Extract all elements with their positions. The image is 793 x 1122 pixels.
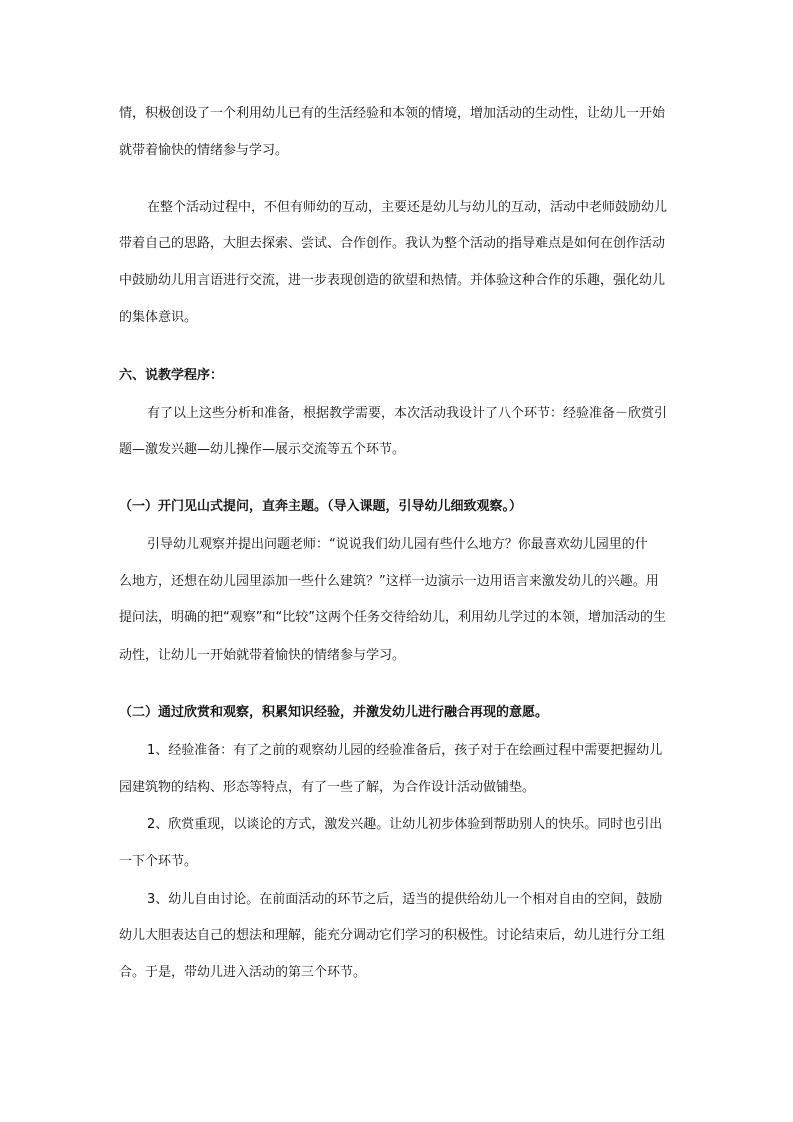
- body-text-line: 带着自己的思路，大胆去探索、尝试、合作创作。我认为整个活动的指导难点是如何在创作活动: [119, 236, 666, 251]
- body-text-line: 情，积极创设了一个利用幼儿已有的生活经验和本领的情境，增加活动的生动性，让幼儿一开始: [119, 106, 666, 121]
- paragraph-first-line: 引导幼儿观察并提出问题老师：“说说我们幼儿园有些什么地方？你最喜欢幼儿园里的什: [147, 537, 648, 552]
- paragraph-first-line: 有了以上这些分析和准备，根据教学需要，本次活动我设计了八个环节：经验准备－欣赏引: [147, 406, 668, 421]
- subsection-heading: （二）通过欣赏和观察，积累知识经验，并激发幼儿进行融合再现的意愿。: [119, 705, 549, 720]
- body-text-line: 园建筑物的结构、形态等特点，有了一些了解，为合作设计活动做铺垫。: [119, 780, 536, 795]
- body-text-line: 幼儿大胆表达自己的想法和理解，能充分调动它们学习的积极性。讨论结束后，幼儿进行分工组: [119, 928, 666, 943]
- paragraph-first-line: 1、经验准备：有了之前的观察幼儿园的经验准备后，孩子对于在绘画过程中需要把握幼儿: [147, 743, 663, 758]
- body-text-line: 的集体意识。: [119, 310, 198, 325]
- body-text-line: 提问法，明确的把“观察”和“比较”这两个任务交待给幼儿，利用幼儿学过的本领，增加活动的生: [119, 610, 666, 625]
- subsection-heading: （一）开门见山式提问，直奔主题。（导入课题，引导幼儿细致观察。）: [119, 499, 523, 514]
- body-text-line: 么地方，还想在幼儿园里添加一些什么建筑？”这样一边演示一边用语言来激发幼儿的兴趣。用: [119, 574, 659, 589]
- body-text-line: 题—激发兴趣—幼儿操作—展示交流等五个环节。: [119, 442, 406, 457]
- body-text-line: 一下个环节。: [119, 854, 198, 869]
- body-text-line: 就带着愉快的情绪参与学习。: [119, 143, 289, 158]
- section-heading: 六、说教学程序：: [119, 368, 224, 383]
- paragraph-first-line: 3、幼儿自由讨论。在前面活动的环节之后，适当的提供给幼儿一个相对自由的空间，鼓励: [147, 892, 663, 907]
- paragraph-first-line: 2、欣赏重现，以谈论的方式，激发兴趣。让幼儿初步体验到帮助别人的快乐。同时也引出: [147, 817, 663, 832]
- paragraph-first-line: 在整个活动过程中，不但有师幼的互动，主要还是幼儿与幼儿的互动，活动中老师鼓励幼儿: [147, 200, 668, 215]
- body-text-line: 动性，让幼儿一开始就带着愉快的情绪参与学习。: [119, 648, 406, 663]
- body-text-line: 合。于是，带幼儿进入活动的第三个环节。: [119, 965, 367, 980]
- body-text-line: 中鼓励幼儿用言语进行交流，进一步表现创造的欲望和热情。并体验这种合作的乐趣，强化幼儿: [119, 273, 666, 288]
